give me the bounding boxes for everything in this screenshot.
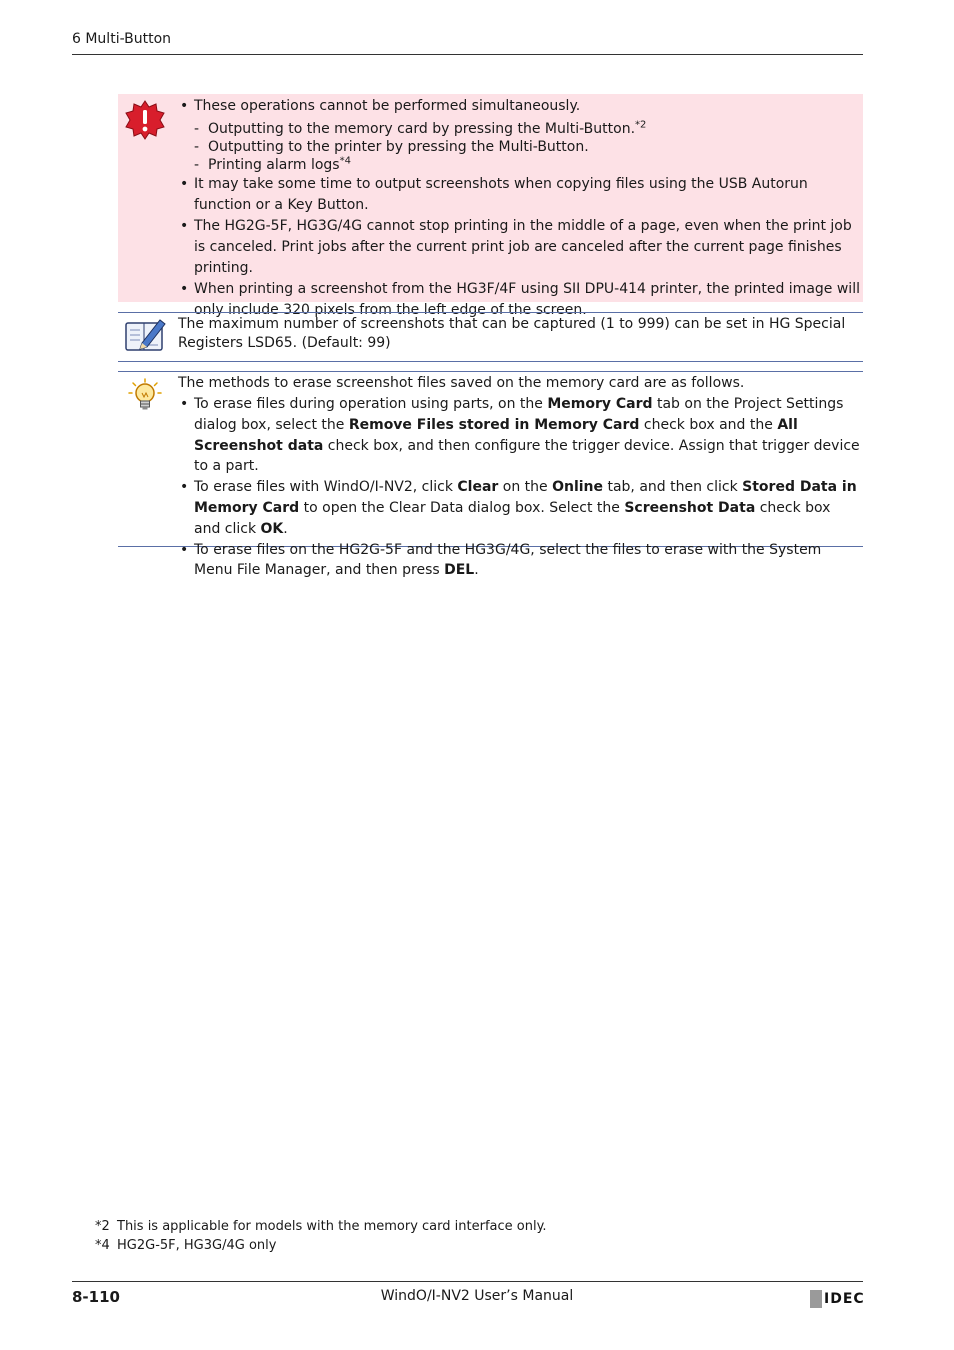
footnotes <box>95 1217 547 1255</box>
note-box <box>118 312 863 362</box>
caution-list <box>180 96 860 321</box>
caution-item-text: It may take some time to output screenshots when copying files using the USB Autorun function or a Key Button. <box>194 176 808 213</box>
hint-item: • To erase files on the HG2G-5F and the HG3G/4G, select the files to erase with the System Menu File Manager, and then press DEL. <box>180 540 860 582</box>
caution-sublist <box>180 120 860 174</box>
hint-list <box>180 394 860 581</box>
ui-term: Memory Card <box>547 396 653 412</box>
caution-icon <box>125 100 165 140</box>
caution-subitem: - Outputting to the memory card by pressing the Multi-Button.$^{*2}$ <box>194 119 647 137</box>
caution-box <box>118 94 863 318</box>
footnote: *4 HG2G-5F, HG3G/4G only <box>95 1238 277 1253</box>
caution-subitem: - Outputting to the printer by pressing the Multi-Button. <box>194 139 589 155</box>
lightbulb-icon <box>128 378 162 412</box>
page-number: 8-110 <box>72 1288 120 1306</box>
header-rule <box>72 54 863 55</box>
footnote: *2 This is applicable for models with the memory card interface only. <box>95 1219 547 1234</box>
ui-term: Clear <box>457 479 499 496</box>
ui-term: All Screenshot data <box>194 416 798 454</box>
caution-item <box>180 96 860 174</box>
caution-item <box>180 216 860 279</box>
caution-item-text: When printing a screenshot from the HG3F/4F using SII DPU-414 printer, the printed image will only include 320 pixels from the left edge of the screen. <box>194 281 860 318</box>
ui-term: Online <box>552 479 604 496</box>
logo-text: IDEC <box>824 1291 865 1307</box>
ui-term: Screenshot Data <box>624 499 756 516</box>
caution-item-text: These operations cannot be performed simultaneously. <box>194 98 581 114</box>
hint-item: • To erase files with WindO/I-NV2, click Clear on the Online tab, and then click Stored Data in Memory Card to open the Clear Data dialog box. Select the Screenshot Data check box and click OK. <box>180 477 860 539</box>
hint-intro: The methods to erase screenshot files saved on the memory card are as follows. <box>178 375 745 391</box>
note-text: The maximum number of screenshots that can be captured (1 to 999) can be set in HG Special Registers LSD65. (Default: 99) <box>178 316 846 351</box>
idec-logo <box>810 1290 865 1308</box>
ui-term: OK <box>260 520 284 537</box>
note-icon <box>124 317 166 353</box>
ui-term: Stored Data in Memory Card <box>194 479 857 516</box>
caution-item <box>180 174 860 216</box>
caution-item-text: The HG2G-5F, HG3G/4G cannot stop printing in the middle of a page, even when the print job is canceled. Print jobs after the current print job are canceled after the current page finishes printing. <box>194 218 852 276</box>
logo-bar-icon <box>810 1290 822 1308</box>
manual-title: WindO/I-NV2 User’s Manual <box>380 1288 574 1304</box>
hint-item: • To erase files during operation using parts, on the Memory Card tab on the Project Settings dialog box, select the Remove Files stored in Memory Card check box and the All Screenshot data check box, and then configure the trigger device. Assign that trigger device to a part. <box>180 394 860 477</box>
footer-rule <box>72 1281 863 1282</box>
ui-term: Remove Files stored in Memory Card <box>348 416 640 433</box>
caution-subitem: - Printing alarm logs$^{*4}$ <box>194 155 351 173</box>
ui-term: DEL <box>444 562 475 579</box>
hint-box <box>118 371 863 579</box>
running-header: 6 Multi-Button <box>72 31 172 47</box>
